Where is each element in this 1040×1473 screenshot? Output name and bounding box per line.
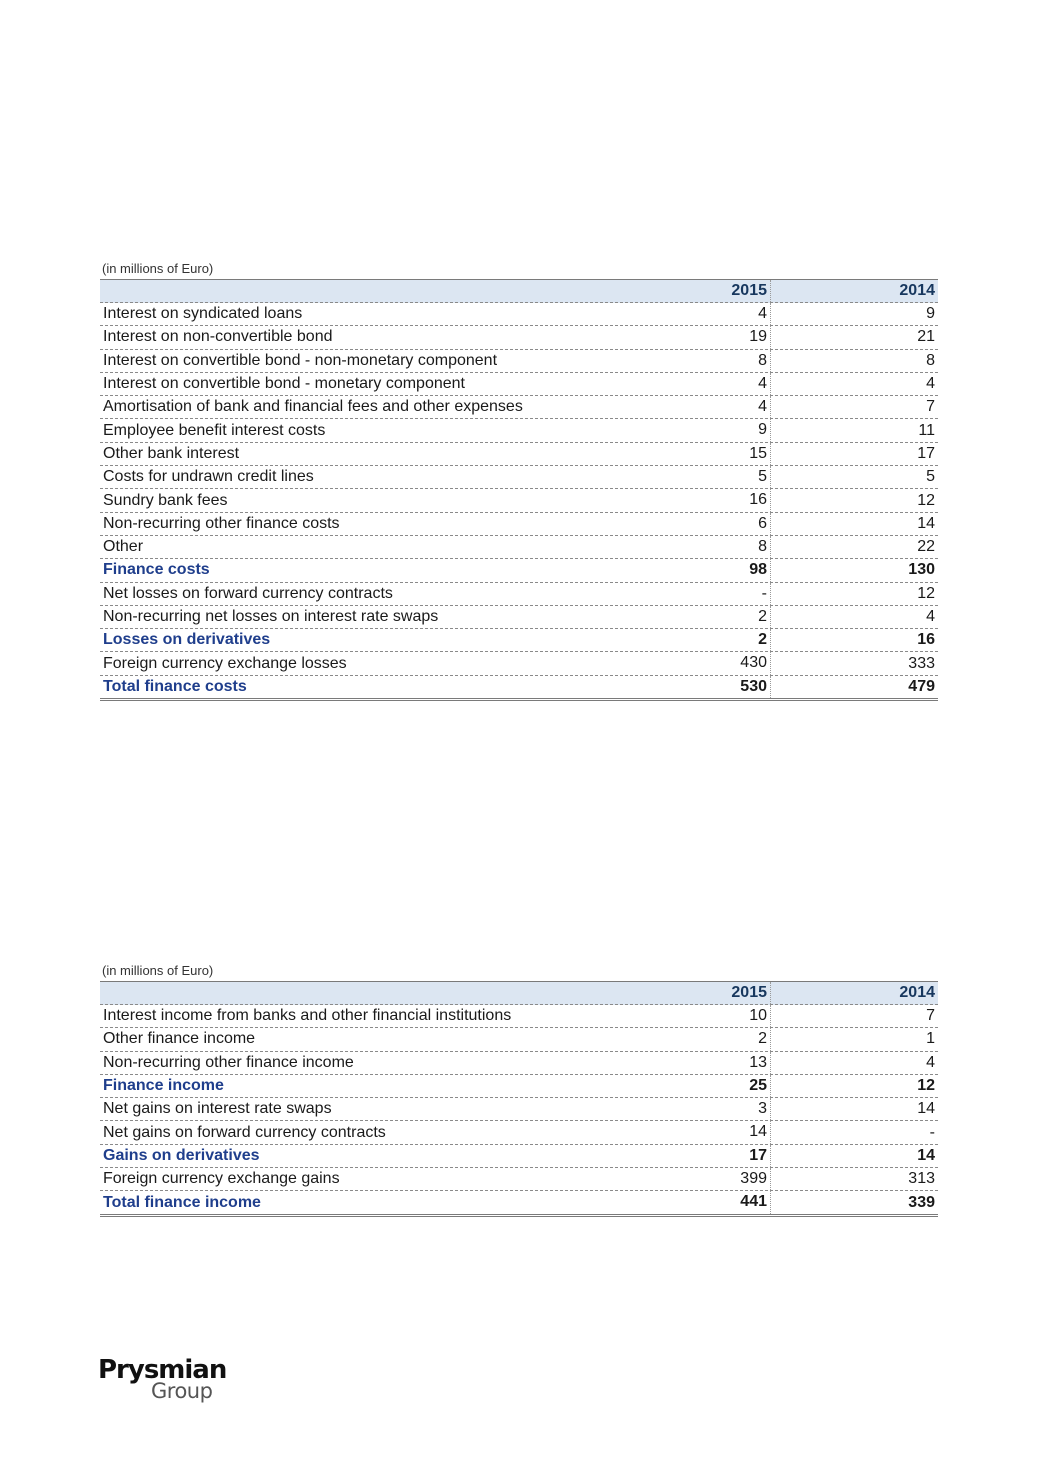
value-2014: 1 <box>926 1030 935 1048</box>
subtotal-row <box>100 559 938 582</box>
value-2014: 21 <box>917 328 935 346</box>
value-2014: 11 <box>918 421 935 439</box>
value-2015: 2 <box>657 606 771 628</box>
value-2015: 399 <box>657 1168 771 1190</box>
row-label: Non-recurring other finance income <box>103 1053 354 1071</box>
value-2015: 6 <box>657 513 771 535</box>
value-2015: 8 <box>657 536 771 558</box>
row-label: Interest on convertible bond - monetary component <box>103 375 465 393</box>
table-row <box>100 303 938 326</box>
table-row <box>100 373 938 396</box>
table-row <box>100 466 938 489</box>
logo-wordmark: Prysmian <box>98 1355 227 1385</box>
table-row <box>100 489 938 512</box>
value-2015: 19 <box>657 326 771 348</box>
total-row <box>100 676 938 701</box>
value-2014: 130 <box>908 561 935 579</box>
row-label: Non-recurring other finance costs <box>103 514 340 532</box>
value-2015: 9 <box>657 419 771 441</box>
table-body <box>100 303 938 701</box>
row-label: Interest income from banks and other financial institutions <box>103 1007 512 1025</box>
table-row <box>100 1121 938 1144</box>
table-row <box>100 536 938 559</box>
table-row <box>100 396 938 419</box>
value-2014: 22 <box>917 538 935 556</box>
value-2015: 430 <box>657 652 771 674</box>
value-2014: 8 <box>926 351 935 369</box>
value-2015: 17 <box>657 1145 771 1167</box>
value-2015: 2 <box>657 1028 771 1050</box>
row-label: Interest on non-convertible bond <box>103 328 333 346</box>
table-row <box>100 1052 938 1075</box>
value-2014: 12 <box>917 584 935 602</box>
value-2015: 530 <box>657 676 771 698</box>
value-2014: 9 <box>926 305 935 323</box>
row-label: Finance costs <box>103 561 210 579</box>
table-row <box>100 652 938 675</box>
row-label: Other <box>103 538 144 556</box>
row-label: Sundry bank fees <box>103 491 228 509</box>
value-2014: 12 <box>917 491 935 509</box>
prysmian-group-logo <box>98 1356 226 1402</box>
value-2015: 4 <box>657 373 771 395</box>
table-row <box>100 1005 938 1028</box>
value-2014: 4 <box>926 375 935 393</box>
row-label: Other bank interest <box>103 444 240 462</box>
value-2014: 14 <box>917 1100 935 1118</box>
row-label: Net gains on interest rate swaps <box>103 1100 332 1118</box>
units-caption: (in millions of Euro) <box>102 261 214 276</box>
value-2014: 14 <box>917 1146 935 1164</box>
finance-costs-table <box>100 259 938 701</box>
row-label: Non-recurring net losses on interest rate swaps <box>103 608 439 625</box>
value-2015: - <box>657 583 771 605</box>
value-2014: 4 <box>926 608 935 625</box>
value-2014: 7 <box>926 398 935 416</box>
value-2015: 98 <box>657 559 771 581</box>
table-body <box>100 1005 938 1217</box>
table-row <box>100 350 938 373</box>
header-2015: 2015 <box>657 982 771 1004</box>
row-label: Foreign currency exchange gains <box>103 1170 340 1188</box>
subtotal-row <box>100 1145 938 1168</box>
value-2014: 16 <box>917 631 935 649</box>
finance-income-table <box>100 961 938 1217</box>
table-header-row <box>100 279 938 303</box>
value-2015: 3 <box>657 1098 771 1120</box>
row-label: Interest on syndicated loans <box>103 305 303 323</box>
value-2015: 5 <box>657 466 771 488</box>
row-label: Net gains on forward currency contracts <box>103 1123 386 1141</box>
value-2015: 13 <box>657 1052 771 1074</box>
units-caption: (in millions of Euro) <box>102 963 214 978</box>
value-2014: 313 <box>908 1170 935 1188</box>
value-2015: 2 <box>657 629 771 651</box>
value-2014: 7 <box>926 1007 935 1025</box>
row-label: Total finance income <box>103 1193 261 1211</box>
row-label: Costs for undrawn credit lines <box>103 468 314 486</box>
value-2014: - <box>929 1123 935 1141</box>
value-2014: 14 <box>917 514 935 532</box>
subtotal-row <box>100 629 938 652</box>
table-row <box>100 1098 938 1121</box>
table-header-row <box>100 981 938 1005</box>
header-2015: 2015 <box>657 280 771 302</box>
table-row <box>100 443 938 466</box>
header-2014: 2014 <box>899 984 935 1001</box>
value-2014: 479 <box>908 677 935 695</box>
value-2014: 339 <box>908 1193 935 1211</box>
table-row <box>100 1028 938 1051</box>
row-label: Total finance costs <box>103 677 247 695</box>
value-2015: 15 <box>657 443 771 465</box>
row-label: Interest on convertible bond - non-monetary component <box>103 351 498 369</box>
value-2015: 25 <box>657 1075 771 1097</box>
value-2015: 441 <box>657 1191 771 1213</box>
value-2014: 333 <box>908 654 935 672</box>
value-2015: 4 <box>657 303 771 325</box>
row-label: Losses on derivatives <box>103 631 271 649</box>
subtotal-row <box>100 1075 938 1098</box>
header-2014: 2014 <box>899 282 935 299</box>
logo-group-text: Group <box>151 1379 213 1403</box>
total-row <box>100 1191 938 1216</box>
value-2015: 14 <box>657 1121 771 1143</box>
row-label: Employee benefit interest costs <box>103 421 326 439</box>
table-row <box>100 513 938 536</box>
value-2015: 10 <box>657 1005 771 1027</box>
value-2015: 4 <box>657 396 771 418</box>
table-row <box>100 583 938 606</box>
row-label: Gains on derivatives <box>103 1146 260 1164</box>
value-2015: 16 <box>657 489 771 511</box>
value-2014: 12 <box>917 1077 935 1095</box>
row-label: Finance income <box>103 1077 224 1095</box>
row-label: Amortisation of bank and financial fees and other expenses <box>103 398 523 416</box>
value-2014: 17 <box>917 444 935 462</box>
value-2015: 8 <box>657 350 771 372</box>
table-row <box>100 1168 938 1191</box>
table-row <box>100 326 938 349</box>
value-2014: 5 <box>926 468 935 486</box>
row-label: Other finance income <box>103 1030 256 1048</box>
row-label: Foreign currency exchange losses <box>103 654 347 672</box>
value-2014: 4 <box>926 1053 935 1071</box>
table-row <box>100 606 938 629</box>
table-row <box>100 419 938 442</box>
row-label: Net losses on forward currency contracts <box>103 584 393 602</box>
